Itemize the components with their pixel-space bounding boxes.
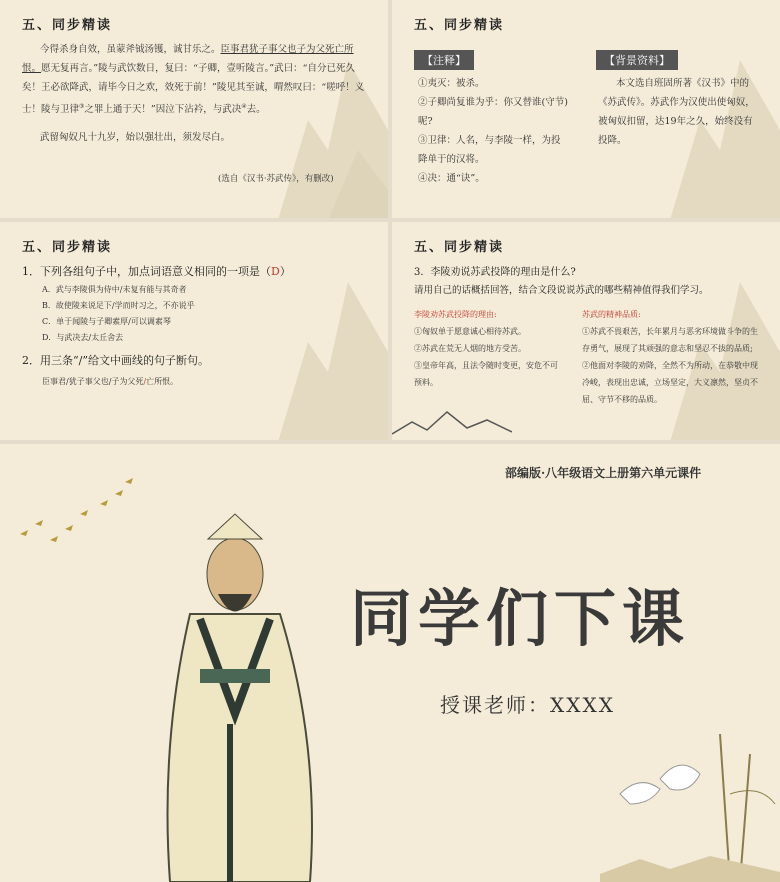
- slide-5[interactable]: [0, 444, 780, 882]
- passage-text-2: 武留匈奴凡十九岁，始以强壮出，须发尽白。: [40, 132, 231, 143]
- option-b: B．故使陵来说足下/学而时习之，不亦说乎: [42, 301, 195, 310]
- passage-text: 今得杀身自效，虽蒙斧钺汤镬，诚甘乐之。臣事君犹子事父也子为父死亡所恨。愿无复再言。”陵与武饮数日，复曰：“子卿，壹听陵言。”武曰：“自分已死久矣！王必欲降武，请毕今日之欢，效死于前！”陵见其至诚，喟然叹曰：“嗟呼！义士！陵与卫律③之罪上通于天！”因泣下沾衿，与武决④去。: [22, 44, 365, 116]
- qualities-heading: 苏武的精神品质:: [582, 310, 641, 319]
- option-a: A．武与李陵俱为侍中/未复有能与其奇者: [42, 285, 187, 294]
- question-2: 2．用三条“/”给文中画线的句子断句。: [22, 354, 209, 367]
- question-1: 1．下列各组句子中，加点词语意义相同的一项是（D）: [22, 265, 291, 278]
- scholar-figure: [130, 494, 340, 882]
- reasons-column: 李陵劝苏武投降的理由: ①匈奴单于愿意诚心相待苏武。 ②苏武在荒无人烟的地方受苦。 ③皇帝年高，且法令随时变更，安危不可预料。: [414, 306, 560, 391]
- ink-mountain-decoration: [188, 222, 388, 440]
- slide-3[interactable]: [0, 222, 388, 440]
- options-list: [42, 282, 195, 346]
- birds-decoration: [10, 474, 140, 554]
- option-d: D．与武决去/太丘舍去: [42, 333, 124, 342]
- course-label: 部编版·八年级语文上册第六单元课件: [505, 466, 702, 480]
- slide-4[interactable]: [392, 222, 780, 440]
- notes-list: ①夷灭：被杀。 ②子卿尚复谁为乎：你又替谁(守节)呢? ③卫律：人名，与李陵一样，为投降单于的汉将。 ④决：通“诀”。: [418, 78, 568, 184]
- answer-2: 臣事君/犹子事父也/子为父死/亡所恨。: [42, 377, 179, 386]
- background-tag: 【背景资料】: [596, 50, 678, 70]
- section-title: 五、同步精读: [22, 240, 113, 255]
- underlined-sentence: 臣事君犹子事父也子为父死亡所: [220, 44, 354, 55]
- question-3-sub: 请用自己的话概括回答，结合文段说说苏武的哪些精神值得我们学习。: [414, 285, 709, 296]
- answer-d: D: [271, 265, 280, 278]
- option-c: C．单于闻陵与子卿素厚/可以调素琴: [42, 317, 171, 326]
- qualities-column: 苏武的精神品质: ①苏武不畏艰苦，长年累月与恶劣环境做斗争的生存勇气，展现了其顽强的意志和坚忍不拔的品质; ②他面对李陵的劝降，全然不为所动，在恭敬中现冷峻，表现出忠诚，立场坚定，大义凛然，坚贞不屈、守节不移的品质。: [582, 306, 762, 408]
- source-note: (选自《汉书·苏武传》，有删改): [218, 174, 334, 184]
- teacher-label: 授课老师：XXXX: [440, 693, 615, 717]
- ink-landscape-decoration: [392, 402, 512, 440]
- background-text: 本文选自班固所著《汉书》中的《苏武传》。苏武作为汉使出使匈奴，被匈奴扣留，达19年之久，始终没有投降。: [598, 78, 755, 146]
- main-title: 同学们下课: [350, 582, 691, 655]
- question-3: 3．李陵劝说苏武投降的理由是什么?: [414, 267, 576, 278]
- section-title: 五、同步精读: [414, 240, 505, 255]
- reasons-heading: 李陵劝苏武投降的理由:: [414, 310, 497, 319]
- section-title: 五、同步精读: [414, 18, 505, 33]
- notes-tag: 【注释】: [414, 50, 474, 70]
- section-title: 五、同步精读: [22, 18, 113, 33]
- crane-bamboo-decoration: [600, 734, 780, 882]
- slide-2[interactable]: [392, 0, 780, 218]
- slide-1[interactable]: [0, 0, 388, 218]
